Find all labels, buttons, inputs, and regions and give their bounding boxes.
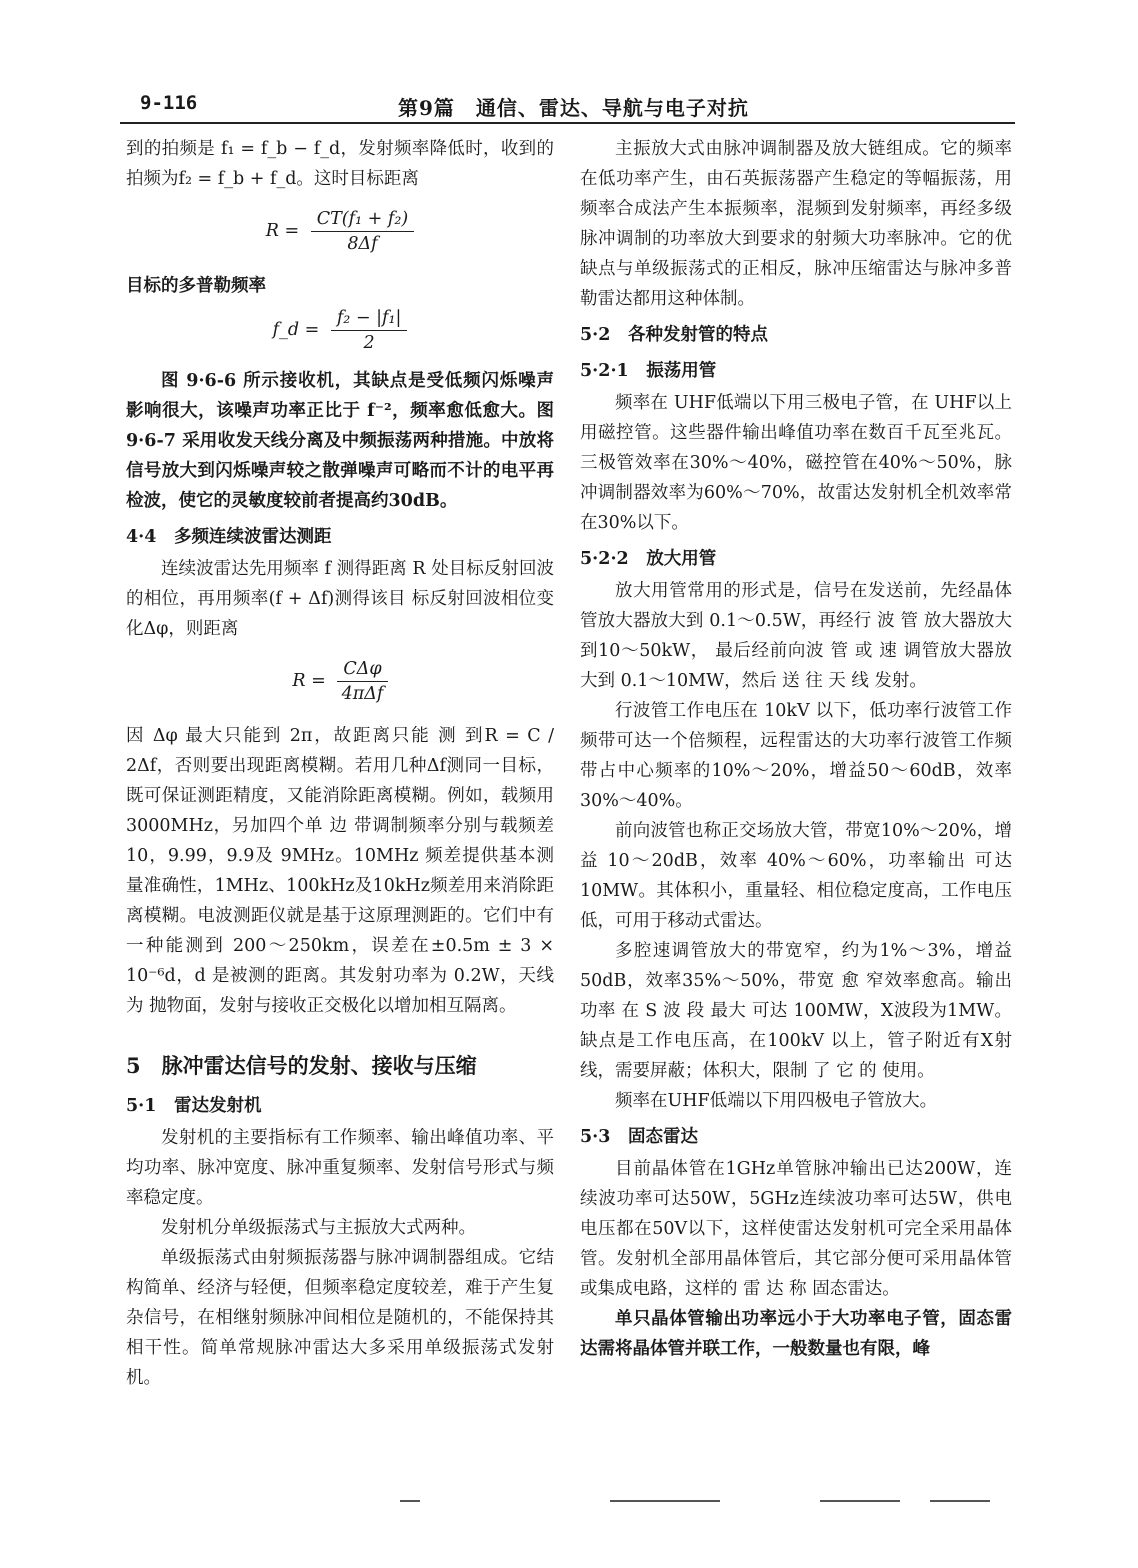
scan-mark [820, 1500, 900, 1502]
paragraph: 单只晶体管输出功率远小于大功率电子管，固态雷达需将晶体管并联工作，一般数量也有限，峰 [580, 1309, 1012, 1359]
paragraph: 频率在UHF低端以下用四极电子管放大。 [615, 1091, 938, 1111]
denominator: 8Δf [347, 234, 378, 254]
paragraph: 连续波雷达先用频率 f 测得距离 R 处目标反射回波的相位，再用频率(f + Δf)测得该目 标反射回波相位变化Δφ，则距离 [126, 559, 554, 639]
header-rule [120, 122, 1015, 124]
denominator: 2 [363, 333, 375, 353]
paragraph: 放大用管常用的形式是，信号在发送前，先经晶体管放大器放大到 0.1～0.5W，再经行 波 管 放大器放大到10～50kW， 最后经前向波 管 或 速 调管放大器放大到 0.1～10MW，然后 送 往 天 线 发射。 [580, 581, 1012, 691]
paragraph: 发射机分单级振荡式与主振放大式两种。 [161, 1218, 476, 1238]
section-heading-5-1: 5·1 雷达发射机 [126, 1096, 262, 1116]
paragraph: 到的拍频是 f₁ = f_b − f_d，发射频率降低时，收到的拍频为f₂ = f_b + f_d。这时目标距离 [126, 139, 554, 189]
formula-phase-range [126, 658, 554, 705]
paragraph: 发射机的主要指标有工作频率、输出峰值功率、平均功率、脉冲宽度、脉冲重复频率、发射信号形式与频率稳定度。 [126, 1128, 554, 1208]
formula-lhs: R = [292, 671, 326, 691]
section-heading-5: 5 脉冲雷达信号的发射、接收与压缩 [126, 1053, 477, 1078]
formula-lhs: f_d = [272, 320, 320, 340]
scan-mark [930, 1500, 990, 1502]
left-column [126, 134, 554, 1393]
numerator: CT(f₁ + f₂) [311, 208, 415, 232]
formula-lhs: R = [265, 221, 300, 241]
fraction [311, 208, 415, 255]
fraction [331, 307, 408, 354]
section-heading-4-4: 4·4 多频连续波雷达测距 [126, 527, 332, 547]
page-header [140, 92, 1010, 126]
numerator: f₂ − |f₁| [331, 307, 408, 331]
denominator: 4πΔf [341, 684, 384, 704]
scan-mark [610, 1500, 720, 1502]
right-column [580, 134, 1012, 1364]
fraction [337, 658, 387, 705]
paragraph: 目标的多普勒频率 [126, 276, 266, 296]
paragraph: 目前晶体管在1GHz单管脉冲输出已达200W，连续波功率可达50W，5GHz连续波功率可达5W，供电电压都在50V以下，这样使雷达发射机可完全采用晶体管。发射机全部用晶体管后，其它部分便可采用晶体管或集成电路，这样的 雷 达 称 固态雷达。 [580, 1159, 1012, 1299]
paragraph: 主振放大式由脉冲调制器及放大链组成。它的频率在低功率产生，由石英振荡器产生稳定的等幅振荡，用频率合成法产生本振频率，混频到发射频率，再经多级脉冲调制的功率放大到要求的射频大功率脉冲。它的优缺点与单级振荡式的正相反，脉冲压缩雷达与脉冲多普勒雷达都用这种体制。 [580, 139, 1012, 309]
paragraph: 行波管工作电压在 10kV 以下，低功率行波管工作频带可达一个倍频程，远程雷达的大功率行波管工作频带占中心频率的10%～20%，增益50～60dB，效率30%～40%。 [580, 701, 1012, 811]
section-heading-5-2: 5·2 各种发射管的特点 [580, 325, 768, 345]
paragraph: 图 9·6-6 所示接收机，其缺点是受低频闪烁噪声影响很大，该噪声功率正比于 f⁻²，频率愈低愈大。图 9·6-7 采用收发天线分离及中频振荡两种措施。中放将信号放大到闪烁噪声较之散弹噪声可略而不计的电平再检波，使它的灵敏度较前者提高约30dB。 [126, 371, 554, 511]
running-title: 第9篇 通信、雷达、导航与电子对抗 [398, 96, 749, 120]
paragraph: 前向波管也称正交场放大管，带宽10%～20%，增益 10～20dB，效率 40%～60%，功率输出 可达 10MW。其体积小，重量轻、相位稳定度高，工作电压低，可用于移动式雷达。 [580, 821, 1012, 931]
formula-target-range [126, 208, 554, 255]
paragraph: 多腔速调管放大的带宽窄，约为1%～3%，增益 50dB，效率35%～50%，带宽 愈 窄效率愈高。输出功率 在 S 波 段 最大 可达 100MW，X波段为1MW。缺点是工作电压高，在100kV 以上，管子附近有X射线，需要屏蔽；体积大，限制 了 它 的 使用。 [580, 941, 1012, 1081]
formula-doppler [126, 307, 554, 354]
paragraph: 单级振荡式由射频振荡器与脉冲调制器组成。它结构简单、经济与轻便，但频率稳定度较差，难于产生复杂信号，在相继射频脉冲间相位是随机的，不能保持其相干性。简单常规脉冲雷达大多采用单级振荡式发射机。 [126, 1248, 554, 1388]
section-heading-5-2-1: 5·2·1 振荡用管 [580, 361, 717, 381]
scan-mark [400, 1500, 420, 1502]
section-heading-5-2-2: 5·2·2 放大用管 [580, 549, 717, 569]
numerator: CΔφ [337, 658, 387, 682]
page-number: 9-116 [140, 92, 198, 114]
paragraph: 频率在 UHF低端以下用三极电子管，在 UHF以上用磁控管。这些器件输出峰值功率在数百千瓦至兆瓦。三极管效率在30%～40%，磁控管在40%～50%，脉冲调制器效率为60%～70%，故雷达发射机全机效率常在30%以下。 [580, 393, 1012, 533]
paragraph: 因 Δφ 最大只能到 2π，故距离只能 测 到R = C / 2Δf，否则要出现距离模糊。若用几种Δf测同一目标，既可保证测距精度，又能消除距离模糊。例如，载频用 3000MHz，另加四个单 边 带调制频率分别与载频差10，9.99，9.9及 9MHz。10MHz 频差提供基本测量准确性，1MHz、100kHz及10kHz频差用来消除距离模糊。电波测距仪就是基于这原理测距的。它们中有一种能测到 200～250km，误差在±0.5m ± 3 × 10⁻⁶d，d 是被测的距离。其发射功率为 0.2W，天线为 抛物面，发射与接收正交极化以增加相互隔离。 [126, 726, 554, 1016]
section-heading-5-3: 5·3 固态雷达 [580, 1127, 698, 1147]
